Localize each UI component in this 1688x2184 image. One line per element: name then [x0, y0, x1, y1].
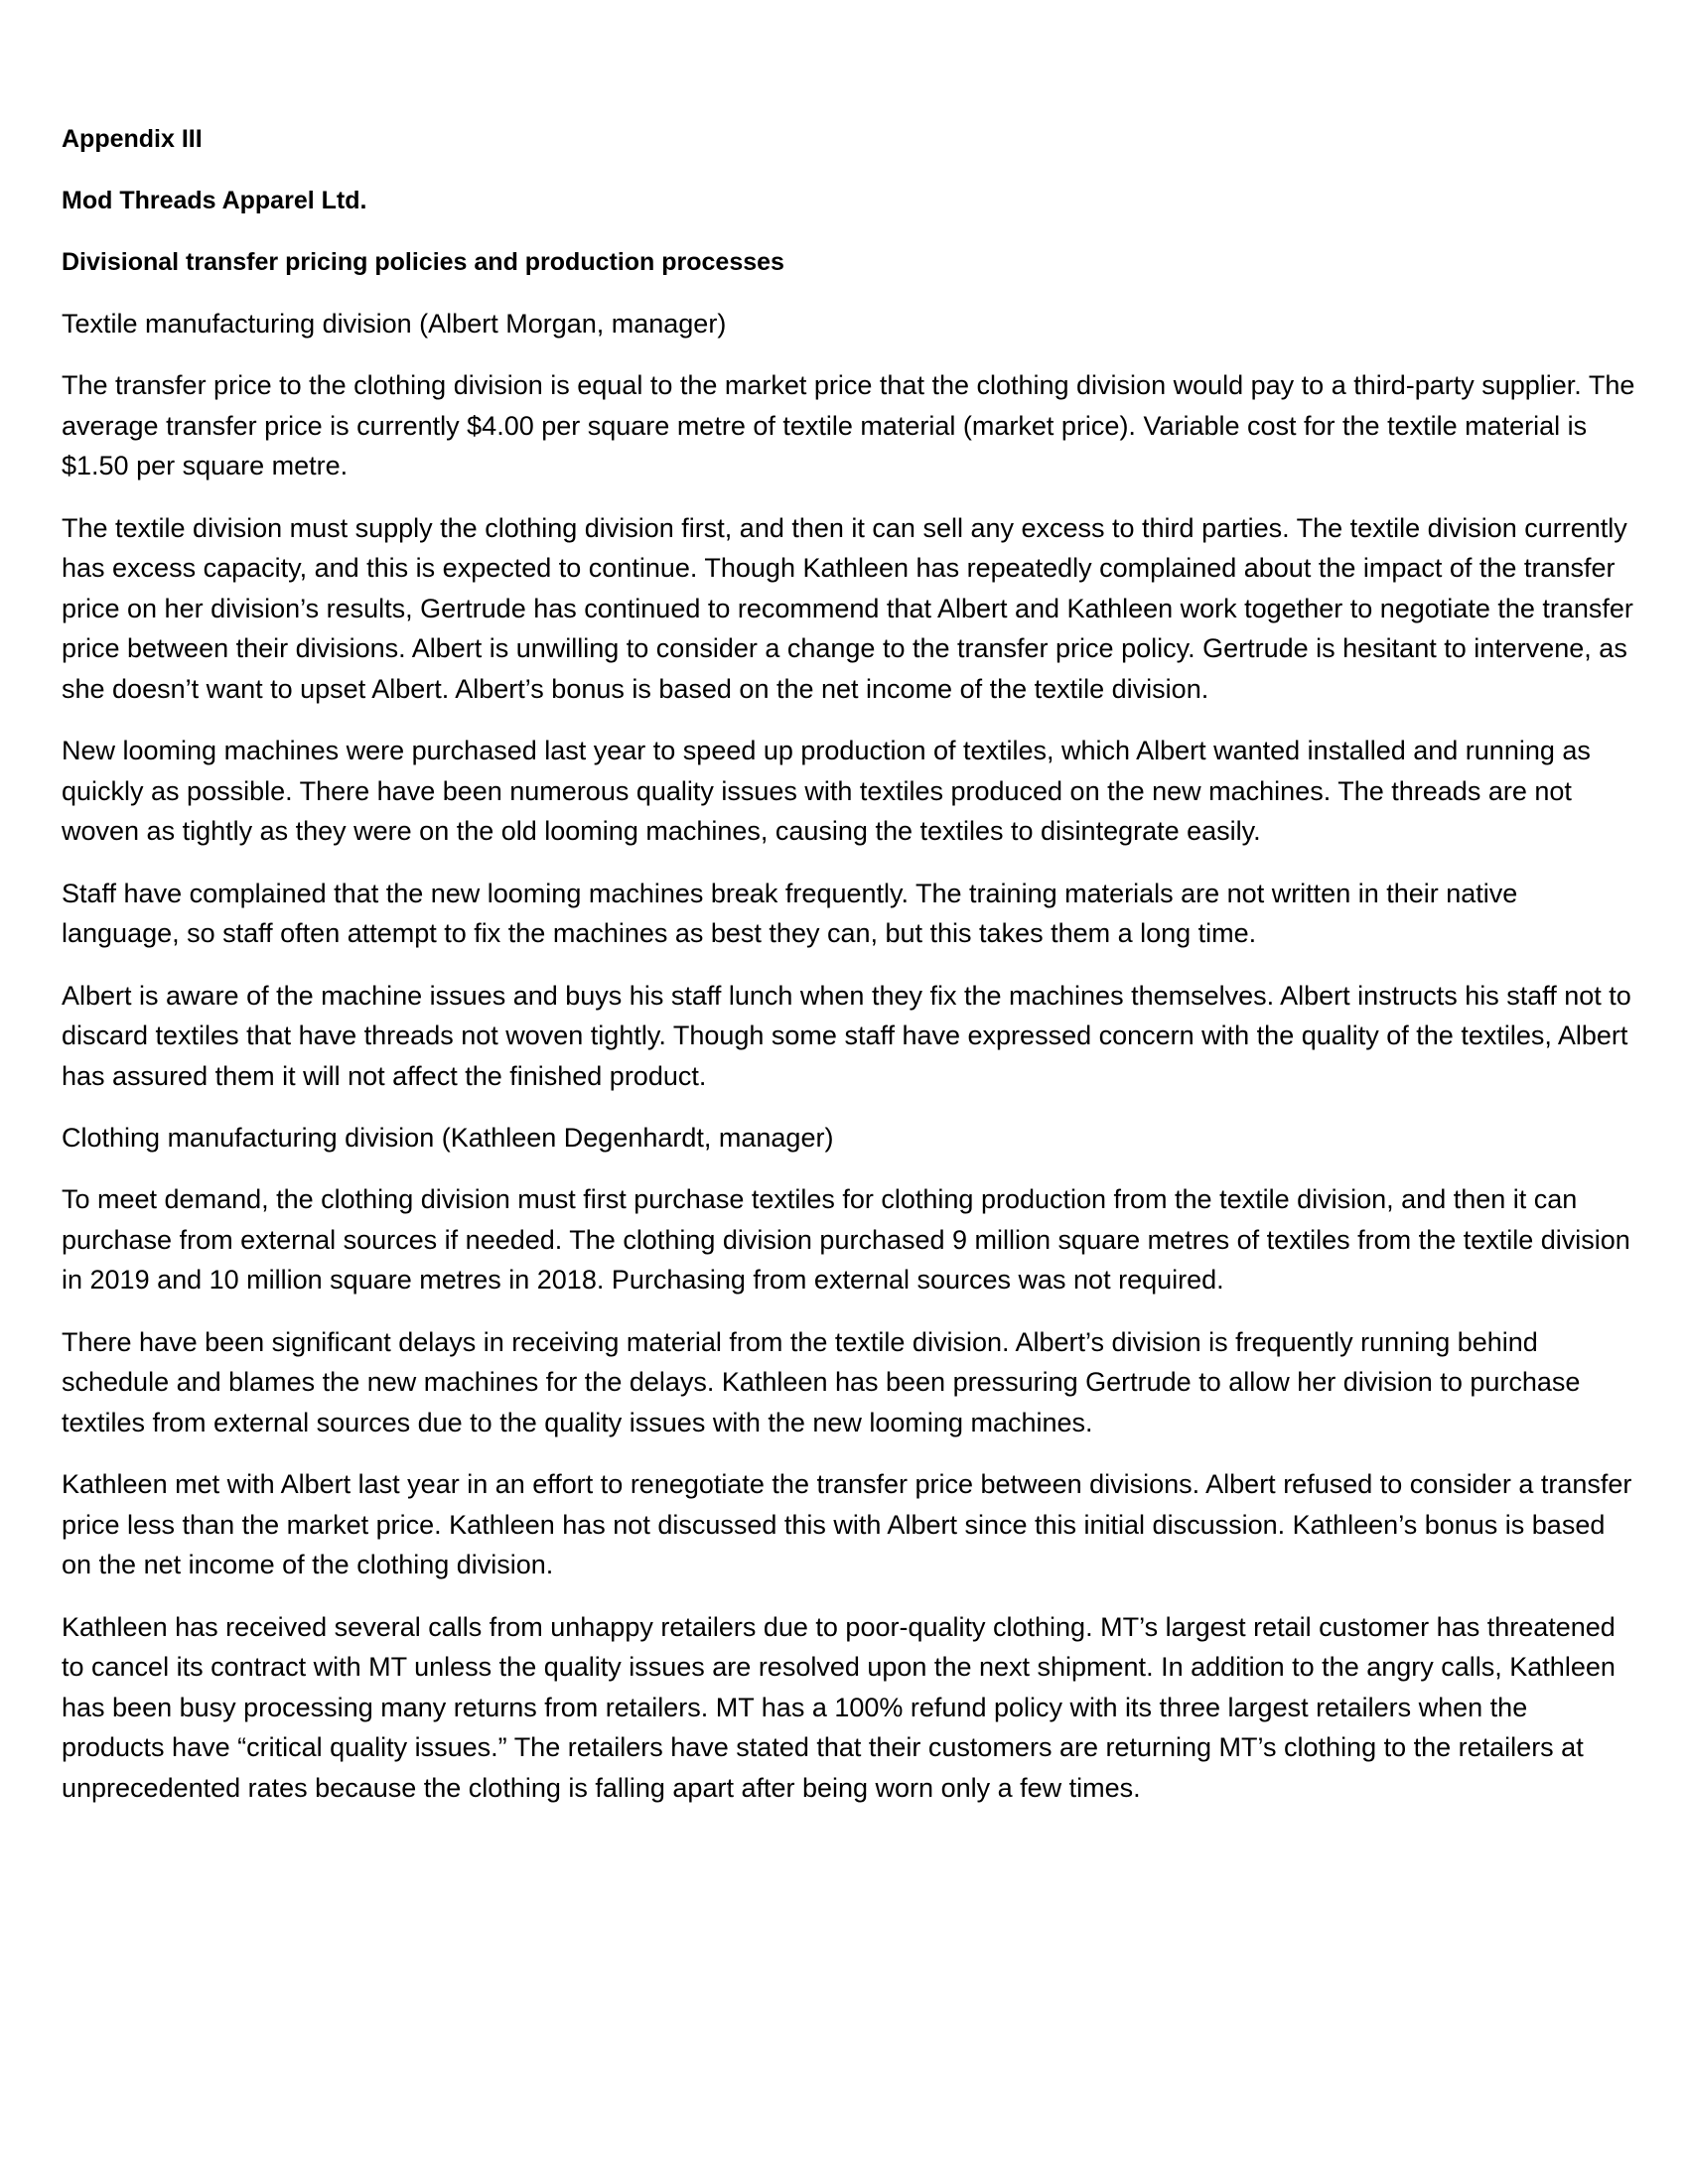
textile-paragraph-4: Staff have complained that the new looming machines break frequently. The training materials are not written in their native language, so staff often attempt to fix the machines as best they can, but this takes them a long time.: [62, 878, 1518, 948]
clothing-paragraph-4: Kathleen has received several calls from unhappy retailers due to poor-quality clothing. MT’s largest retail customer has threatened to cancel its contract with MT unless the quality issues are resolved upon the next shipment. In addition to the angry calls, Kathleen has been busy processing many returns from retailers. MT has a 100% refund policy with its three largest retailers when the products have “critical quality issues.” The retailers have stated that their customers are returning MT’s clothing to the retailers at unprecedented rates because the clothing is falling apart after being worn only a few times.: [62, 1611, 1616, 1803]
clothing-paragraph-1: To meet demand, the clothing division must first purchase textiles for clothing production from the textile division, and then it can purchase from external sources if needed. The clothing division purchased 9 million square metres of textiles from the textile division in 2019 and 10 million square metres in 2018. Purchasing from external sources was not required.: [62, 1184, 1630, 1295]
clothing-paragraph-2: There have been significant delays in receiving material from the textile division. Albert’s division is frequently running behind schedule and blames the new machines for the delays. Kathleen has been pressuring Gertrude to allow her division to purchase textiles from external sources due to the quality issues with the new looming machines.: [62, 1326, 1581, 1437]
section-title: Divisional transfer pricing policies and production processes: [62, 248, 784, 276]
clothing-division-heading: Clothing manufacturing division (Kathleen Degenhardt, manager): [62, 1123, 834, 1153]
textile-paragraph-2: The textile division must supply the clothing division first, and then it can sell any excess to third parties. The textile division currently has excess capacity, and this is expected to continue. Though Kathleen has repeatedly complained about the impact of the transfer price on her division’s results, Gertrude has continued to recommend that Albert and Kathleen work together to negotiate the transfer price between their divisions. Albert is unwilling to consider a change to the transfer price policy. Gertrude is hesitant to intervene, as she doesn’t want to upset Albert. Albert’s bonus is based on the net income of the textile division.: [62, 512, 1633, 704]
textile-paragraph-1: The transfer price to the clothing division is equal to the market price that the clothing division would pay to a third-party supplier. The average transfer price is currently $4.00 per square metre of textile material (market price). Variable cost for the textile material is $1.50 per square metre.: [62, 370, 1635, 480]
clothing-paragraph-3: Kathleen met with Albert last year in an effort to renegotiate the transfer price between divisions. Albert refused to consider a transfer price less than the market price. Kathleen has not discussed this with Albert since this initial discussion. Kathleen’s bonus is based on the net income of the clothing division.: [62, 1469, 1632, 1579]
textile-paragraph-3: New looming machines were purchased last year to speed up production of textiles, which Albert wanted installed and running as quickly as possible. There have been numerous quality issues with textiles produced on the new machines. The threads are not woven as tightly as they were on the old looming machines, causing the textiles to disintegrate easily.: [62, 736, 1591, 846]
document-page: [62, 119, 1635, 1830]
textile-division-heading: Textile manufacturing division (Albert Morgan, manager): [62, 309, 727, 339]
textile-paragraph-5: Albert is aware of the machine issues and buys his staff lunch when they fix the machines themselves. Albert instructs his staff not to discard textiles that have threads not woven tightly. Though some staff have expressed concern with the quality of the textiles, Albert has assured them it will not affect the finished product.: [62, 980, 1631, 1091]
appendix-title: Appendix III: [62, 125, 203, 153]
company-name: Mod Threads Apparel Ltd.: [62, 187, 367, 214]
